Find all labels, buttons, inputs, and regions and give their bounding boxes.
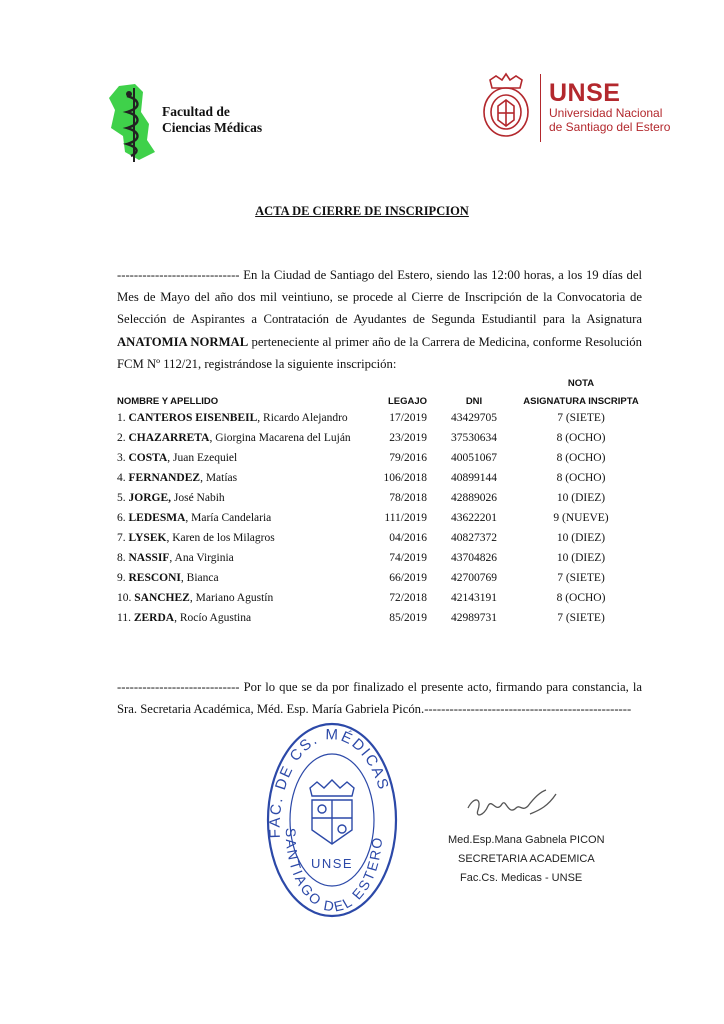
closing-dashes: ----------------------------- — [117, 680, 240, 694]
row-legajo: 17/2019 — [389, 412, 427, 424]
row-given-name: , Mariano Agustín — [189, 592, 274, 604]
row-name — [117, 592, 273, 604]
row-legajo: 72/2018 — [389, 592, 427, 604]
faculty-stamp — [262, 718, 402, 918]
row-number: 1. — [117, 412, 126, 424]
intro-dashes: ----------------------------- — [117, 268, 240, 282]
table-row — [117, 612, 647, 632]
row-dni: 37530634 — [451, 432, 497, 444]
signature-name: Med.Esp.Mana Gabnela PICON — [448, 834, 605, 846]
row-given-name: , Karen de los Milagros — [166, 532, 275, 544]
row-number: 11. — [117, 612, 131, 624]
header-dni: DNI — [465, 396, 483, 407]
row-name — [117, 472, 237, 484]
row-legajo: 85/2019 — [389, 612, 427, 624]
unse-acronym: UNSE — [549, 79, 621, 107]
stamp-bottom-text: SANTIAGO DEL ESTERO — [282, 827, 386, 915]
table-row — [117, 492, 647, 512]
stamp-top-text: FAC. DE CS. MÉDICAS — [266, 726, 393, 839]
row-given-name: , Ana Virginia — [169, 552, 234, 564]
row-number: 10. — [117, 592, 132, 604]
signature-institution: Fac.Cs. Medicas - UNSE — [460, 872, 583, 884]
intro-subject: ANATOMIA NORMAL — [117, 334, 249, 349]
faculty-name-line1: Facultad de — [162, 104, 230, 119]
header-nota-line1: NOTA — [567, 378, 595, 389]
unse-name-line2: de Santiago del Estero — [549, 120, 671, 134]
row-dni: 42143191 — [451, 592, 497, 604]
unse-brand — [549, 80, 670, 134]
row-surname: LEDESMA — [128, 512, 186, 524]
row-legajo: 74/2019 — [389, 552, 427, 564]
row-given-name: , Giorgina Macarena del Luján — [209, 432, 351, 444]
row-name — [117, 612, 251, 624]
row-given-name: , Bianca — [180, 572, 219, 584]
table-row — [117, 432, 647, 452]
table-row — [117, 572, 647, 592]
row-given-name: José Nabih — [171, 492, 225, 504]
row-dni: 40899144 — [451, 472, 497, 484]
row-dni: 40051067 — [451, 452, 497, 464]
document-title: ACTA DE CIERRE DE INSCRIPCION — [255, 204, 469, 218]
row-legajo: 04/2016 — [389, 532, 427, 544]
row-surname: CANTEROS EISENBEIL — [128, 412, 258, 424]
intro-text-a: En la Ciudad de Santiago del Estero, siendo las 12:00 horas, a los 19 días del Mes de Mayo del año dos mil veintiuno, se procede al Cierre de Inscripción de la Convocatoria de Selección de Aspirantes a Contratación de Ayudantes de Segunda Estudiantil para la Asignatura — [117, 268, 642, 327]
signature-scribble-icon — [460, 786, 570, 826]
row-nota: 10 (DIEZ) — [556, 532, 606, 544]
row-name — [117, 512, 271, 524]
fcm-logo-icon — [105, 82, 165, 164]
table-row — [117, 452, 647, 472]
row-nota: 10 (DIEZ) — [556, 552, 606, 564]
row-dni: 42989731 — [451, 612, 497, 624]
row-dni: 40827372 — [451, 532, 497, 544]
row-nota: 8 (OCHO) — [556, 592, 606, 604]
row-surname: JORGE, — [128, 492, 171, 504]
row-number: 2. — [117, 432, 126, 444]
row-surname: NASSIF — [128, 552, 170, 564]
row-number: 5. — [117, 492, 126, 504]
row-legajo: 111/2019 — [384, 512, 427, 524]
row-surname: CHAZARRETA — [128, 432, 210, 444]
signature-role: SECRETARIA ACADEMICA — [458, 853, 595, 865]
header-name: NOMBRE Y APELLIDO — [117, 396, 219, 407]
row-number: 4. — [117, 472, 126, 484]
row-surname: RESCONI — [128, 572, 181, 584]
row-nota: 8 (OCHO) — [556, 452, 606, 464]
intro-paragraph — [117, 264, 642, 375]
row-given-name: , Juan Ezequiel — [167, 452, 238, 464]
row-nota: 8 (OCHO) — [556, 432, 606, 444]
row-nota: 7 (SIETE) — [557, 572, 605, 584]
table-row — [117, 532, 647, 552]
row-name — [117, 552, 234, 564]
unse-seal-icon — [480, 72, 532, 144]
row-number: 6. — [117, 512, 126, 524]
row-name — [117, 412, 348, 424]
row-surname: ZERDA — [133, 612, 175, 624]
row-given-name: , Matías — [200, 472, 238, 484]
table-row — [117, 472, 647, 492]
row-nota: 9 (NUEVE) — [553, 512, 609, 524]
row-dni: 43429705 — [451, 412, 497, 424]
closing-paragraph — [117, 676, 642, 720]
header-legajo: LEGAJO — [387, 396, 427, 407]
row-name — [117, 432, 351, 444]
row-nota: 10 (DIEZ) — [556, 492, 606, 504]
row-given-name: , María Candelaria — [185, 512, 272, 524]
row-surname: COSTA — [128, 452, 168, 464]
row-nota: 7 (SIETE) — [557, 412, 605, 424]
table-row — [117, 412, 647, 432]
unse-divider — [540, 74, 541, 142]
row-number: 9. — [117, 572, 126, 584]
row-number: 7. — [117, 532, 126, 544]
table-row — [117, 592, 647, 612]
row-surname: FERNANDEZ — [128, 472, 201, 484]
stamp-center-text: UNSE — [310, 856, 354, 871]
table-row — [117, 552, 647, 572]
header-nota-line2: ASIGNATURA INSCRIPTA — [523, 396, 639, 407]
row-dni: 42700769 — [451, 572, 497, 584]
row-legajo: 66/2019 — [389, 572, 427, 584]
unse-name-line1: Universidad Nacional — [549, 106, 663, 120]
row-number: 8. — [117, 552, 126, 564]
row-given-name: , Ricardo Alejandro — [257, 412, 348, 424]
row-dni: 42889026 — [451, 492, 497, 504]
row-nota: 8 (OCHO) — [556, 472, 606, 484]
row-legajo: 78/2018 — [389, 492, 427, 504]
row-legajo: 23/2019 — [389, 432, 427, 444]
row-number: 3. — [117, 452, 126, 464]
row-name — [117, 572, 219, 584]
row-surname: SANCHEZ — [134, 592, 190, 604]
row-nota: 7 (SIETE) — [557, 612, 605, 624]
table-row — [117, 512, 647, 532]
row-given-name: , Rocío Agustina — [174, 612, 252, 624]
stamp-crest-icon — [310, 780, 354, 844]
closing-text: Por lo que se da por finalizado el presente acto, firmando para constancia, la Sra. Secretaria Académica, Méd. Esp. María Gabriela Picón.------------------------------------------------- — [117, 680, 642, 717]
row-name — [117, 492, 225, 504]
row-dni: 43704826 — [451, 552, 497, 564]
faculty-name-line2: Ciencias Médicas — [162, 120, 263, 135]
intro-text-b: perteneciente al primer año de la Carrera de Medicina, conforme Resolución FCM Nº 112/21, registrándose la siguiente inscripción: — [117, 334, 642, 371]
row-legajo: 79/2016 — [389, 452, 427, 464]
row-name — [117, 532, 275, 544]
row-dni: 43622201 — [451, 512, 497, 524]
row-surname: LYSEK — [128, 532, 167, 544]
row-legajo: 106/2018 — [383, 472, 427, 484]
faculty-name — [162, 104, 262, 136]
row-name — [117, 452, 237, 464]
